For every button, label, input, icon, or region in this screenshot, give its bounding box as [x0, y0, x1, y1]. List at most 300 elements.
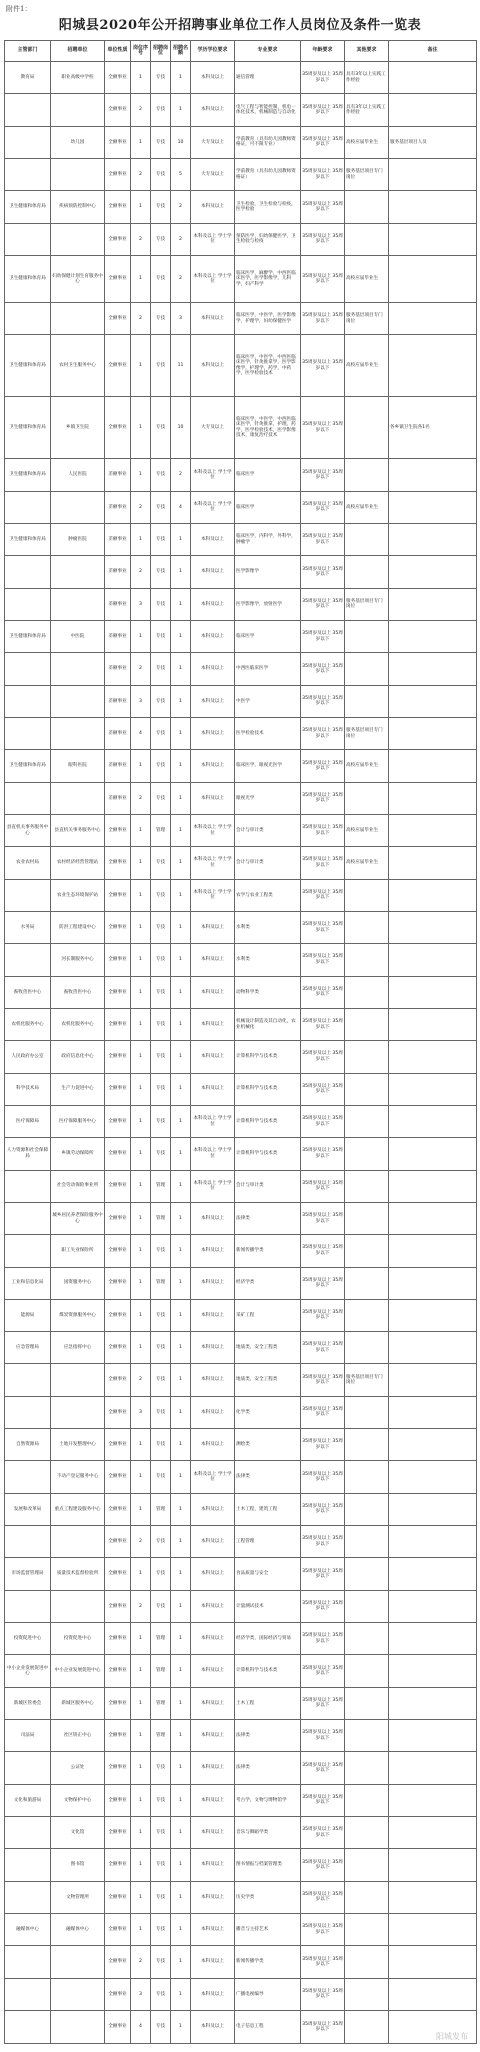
table-cell	[345, 556, 389, 588]
table-cell: 新闻传播学类	[235, 1946, 301, 1978]
table-cell: 应急管理局	[5, 1332, 51, 1364]
table-cell: 专技	[151, 1332, 171, 1364]
table-cell: 1	[131, 1752, 151, 1784]
table-cell: 差额事业	[105, 523, 131, 555]
table-cell: 新城区管委会	[5, 1687, 51, 1719]
table-cell: 全额事业	[105, 1493, 131, 1525]
table-row	[5, 879, 477, 911]
table-cell: 35周岁及以上 35周岁以下	[301, 847, 345, 879]
table-cell	[389, 1623, 477, 1655]
table-cell: 机械设计制造及其自动化，农业机械化	[235, 1008, 301, 1040]
table-cell: 35周岁及以上 35周岁以下	[301, 1720, 345, 1752]
table-cell: 服务基层项目专门岗位	[345, 1364, 389, 1396]
table-cell: 全额事业	[105, 814, 131, 846]
table-cell: 1	[171, 1687, 191, 1719]
table-cell: 专技	[151, 1105, 171, 1137]
table-cell	[5, 879, 51, 911]
table-cell	[389, 1299, 477, 1331]
table-cell: 眼科医院	[51, 750, 105, 782]
table-cell: 全额事业	[105, 944, 131, 976]
table-cell: 乡镇劳动保障所	[51, 1138, 105, 1170]
table-cell	[51, 782, 105, 814]
table-cell	[51, 1364, 105, 1396]
table-cell	[389, 1720, 477, 1752]
watermark: 阳城发布	[436, 2032, 468, 2041]
table-cell	[345, 1752, 389, 1784]
table-cell: 专技	[151, 653, 171, 685]
table-cell: 1	[171, 523, 191, 555]
table-cell: 政府信息化中心	[51, 1041, 105, 1073]
table-row	[5, 1687, 477, 1719]
table-cell: 本科及以上	[191, 717, 235, 749]
table-row	[5, 2011, 477, 2044]
table-cell: 社会劳动保险事业所	[51, 1170, 105, 1202]
table-cell	[389, 459, 477, 491]
table-cell: 35周岁及以上 35周岁以下	[301, 1558, 345, 1590]
table-cell: 1	[171, 1105, 191, 1137]
table-cell	[389, 750, 477, 782]
table-cell: 专技	[151, 750, 171, 782]
table-cell: 播音与主持艺术	[235, 1914, 301, 1946]
table-cell: 本科及以上	[191, 1687, 235, 1719]
table-cell: 35周岁及以上 35周岁以下	[301, 523, 345, 555]
table-cell: 全额事业	[105, 94, 131, 126]
table-row	[5, 750, 477, 782]
table-cell	[389, 491, 477, 523]
table-cell	[51, 717, 105, 749]
table-cell	[345, 1429, 389, 1461]
table-cell	[5, 303, 51, 335]
table-cell: 管理	[151, 1720, 171, 1752]
table-cell: 1	[171, 1817, 191, 1849]
table-cell: 1	[131, 1849, 151, 1881]
table-cell	[389, 1590, 477, 1622]
table-cell: 管理	[151, 1493, 171, 1525]
table-row	[5, 1429, 477, 1461]
table-cell: 服务基层项目专门岗位	[345, 717, 389, 749]
table-cell: 本科及以上	[191, 1720, 235, 1752]
table-cell	[5, 2011, 51, 2044]
table-cell	[345, 1170, 389, 1202]
table-cell: 全额事业	[105, 1170, 131, 1202]
table-cell: 生产力促进中心	[51, 1073, 105, 1105]
table-cell	[389, 1202, 477, 1234]
table-cell	[389, 1849, 477, 1881]
table-cell: 能源局	[5, 1299, 51, 1331]
table-cell	[345, 191, 389, 223]
table-cell	[389, 814, 477, 846]
table-cell	[389, 1817, 477, 1849]
table-cell: 1	[131, 1881, 151, 1913]
table-cell: 法律类	[235, 1720, 301, 1752]
table-cell: 1	[171, 1235, 191, 1267]
table-cell: 本科及以上	[191, 1299, 235, 1331]
table-cell	[5, 1526, 51, 1558]
table-cell	[5, 1396, 51, 1428]
table-cell: 全额事业	[105, 1299, 131, 1331]
table-cell: 35周岁及以上 35周岁以下	[301, 1041, 345, 1073]
table-cell: 土木工程	[235, 1687, 301, 1719]
table-cell: 全额事业	[105, 62, 131, 94]
table-cell: 差额事业	[105, 459, 131, 491]
table-cell: 1	[131, 750, 151, 782]
table-row	[5, 1526, 477, 1558]
table-cell: 本科及以上 学士学位	[191, 1461, 235, 1493]
table-row	[5, 94, 477, 126]
table-row	[5, 1461, 477, 1493]
table-cell: 社区矫正中心	[51, 1720, 105, 1752]
table-row	[5, 1073, 477, 1105]
table-cell	[389, 1558, 477, 1590]
table-cell: 1	[131, 1493, 151, 1525]
table-cell	[345, 1946, 389, 1978]
table-row	[5, 1332, 477, 1364]
column-header: 专业要求	[235, 41, 301, 62]
table-row	[5, 717, 477, 749]
table-cell: 1	[171, 1138, 191, 1170]
table-cell: 1	[171, 94, 191, 126]
table-cell: 学前教育（具有幼儿园教师资格证）	[235, 158, 301, 190]
table-cell	[345, 1687, 389, 1719]
table-cell	[345, 1073, 389, 1105]
table-cell: 专技	[151, 1396, 171, 1428]
table-cell: 2	[131, 223, 151, 255]
table-cell: 本科及以上	[191, 685, 235, 717]
table-cell: 35周岁及以上 35周岁以下	[301, 556, 345, 588]
table-cell: 3	[131, 1978, 151, 2010]
table-cell	[389, 1041, 477, 1073]
table-cell: 1	[171, 1914, 191, 1946]
table-cell	[51, 1526, 105, 1558]
table-cell	[389, 1364, 477, 1396]
table-cell: 35周岁及以上 35周岁以下	[301, 1332, 345, 1364]
table-cell: 1	[171, 1752, 191, 1784]
table-cell: 全额事业	[105, 1687, 131, 1719]
table-cell: 3	[171, 303, 191, 335]
table-cell	[345, 685, 389, 717]
table-cell: 专技	[151, 1041, 171, 1073]
table-cell: 35周岁及以上 35周岁以下	[301, 976, 345, 1008]
table-cell: 专技	[151, 1073, 171, 1105]
table-cell: 农业生态环境保护站	[51, 879, 105, 911]
table-cell	[345, 944, 389, 976]
table-cell: 高校应届毕业生	[345, 847, 389, 879]
table-cell: 1	[171, 2011, 191, 2044]
table-cell: 广播电视编导	[235, 1978, 301, 2010]
table-cell: 工业和信息化局	[5, 1267, 51, 1299]
table-row	[5, 1138, 477, 1170]
table-cell	[345, 1978, 389, 2010]
table-cell	[345, 1138, 389, 1170]
table-cell: 35周岁及以上 35周岁以下	[301, 588, 345, 620]
table-cell: 35周岁及以上 35周岁以下	[301, 223, 345, 255]
table-cell: 公证处	[51, 1752, 105, 1784]
table-cell: 水务局	[5, 911, 51, 943]
table-cell: 重点工程建设服务中心	[51, 1493, 105, 1525]
table-cell: 图书情报与档案管理类	[235, 1849, 301, 1881]
table-cell: 1	[131, 1429, 151, 1461]
table-cell: 专技	[151, 1978, 171, 2010]
table-cell: 1	[131, 1008, 151, 1040]
table-cell	[389, 1655, 477, 1687]
table-row	[5, 588, 477, 620]
table-cell: 35周岁及以上 35周岁以下	[301, 62, 345, 94]
table-cell: 管理	[151, 1170, 171, 1202]
table-cell	[345, 459, 389, 491]
table-cell	[345, 1720, 389, 1752]
table-cell: 文化和旅游局	[5, 1784, 51, 1816]
table-cell: 差额事业	[105, 620, 131, 652]
table-row	[5, 1235, 477, 1267]
table-row	[5, 1202, 477, 1234]
table-cell: 计算机科学与技术类	[235, 1138, 301, 1170]
table-cell: 1	[131, 1914, 151, 1946]
table-cell: 专技	[151, 556, 171, 588]
table-cell: 1	[171, 1849, 191, 1881]
table-cell	[389, 944, 477, 976]
table-row	[5, 782, 477, 814]
table-cell: 本科及以上	[191, 335, 235, 397]
table-cell: 本科及以上	[191, 191, 235, 223]
table-cell: 本科及以上	[191, 1429, 235, 1461]
table-cell: 35周岁及以上 35周岁以下	[301, 653, 345, 685]
column-header: 备注	[389, 41, 477, 62]
table-cell: 农学与农业工程类	[235, 879, 301, 911]
table-cell: 本科及以上	[191, 1655, 235, 1687]
table-cell	[389, 191, 477, 223]
table-cell: 人民医院	[51, 459, 105, 491]
table-cell: 本科及以上	[191, 2011, 235, 2044]
table-cell	[5, 126, 51, 158]
table-cell: 4	[131, 2011, 151, 2044]
table-cell	[389, 556, 477, 588]
table-cell: 35周岁及以上 35周岁以下	[301, 620, 345, 652]
table-cell: 本科及以上	[191, 1590, 235, 1622]
table-cell	[389, 782, 477, 814]
table-cell: 全额事业	[105, 335, 131, 397]
table-cell: 35周岁及以上 35周岁以下	[301, 1590, 345, 1622]
table-cell: 全额事业	[105, 1008, 131, 1040]
table-cell: 1	[131, 847, 151, 879]
table-cell: 1	[131, 1817, 151, 1849]
table-cell: 全额事业	[105, 158, 131, 190]
table-cell: 1	[131, 1073, 151, 1105]
column-header: 单位性质	[105, 41, 131, 62]
table-cell: 专技	[151, 1235, 171, 1267]
table-cell: 本科及以上	[191, 1235, 235, 1267]
table-cell	[389, 685, 477, 717]
table-cell: 食品质量与安全	[235, 1558, 301, 1590]
table-cell: 专技	[151, 2011, 171, 2044]
table-cell: 35周岁及以上 35周岁以下	[301, 1461, 345, 1493]
table-cell: 本科及以上	[191, 944, 235, 976]
table-row	[5, 1590, 477, 1622]
table-cell: 应急指挥中心	[51, 1332, 105, 1364]
table-cell: 本科及以上	[191, 523, 235, 555]
column-header: 学历学位要求	[191, 41, 235, 62]
table-row	[5, 1008, 477, 1040]
table-cell: 融媒体中心	[51, 1914, 105, 1946]
table-cell	[51, 588, 105, 620]
table-cell: 1	[131, 1041, 151, 1073]
table-cell: 专技	[151, 62, 171, 94]
table-cell	[51, 491, 105, 523]
table-cell: 1	[171, 620, 191, 652]
table-cell	[345, 1235, 389, 1267]
table-cell: 职工失业保险所	[51, 1235, 105, 1267]
table-cell: 专技	[151, 303, 171, 335]
table-cell: 2	[131, 1590, 151, 1622]
table-cell: 专技	[151, 1590, 171, 1622]
table-cell: 农业农村局	[5, 847, 51, 879]
table-cell: 1	[171, 1396, 191, 1428]
table-row	[5, 491, 477, 523]
table-cell: 35周岁及以上 35周岁以下	[301, 397, 345, 459]
page-title: 阳城县2020年公开招聘事业单位工作人员岗位及条件一览表	[58, 18, 422, 33]
table-cell: 幼儿园	[51, 126, 105, 158]
table-cell: 城乡居民养老保险服务中心	[51, 1202, 105, 1234]
table-cell: 1	[131, 126, 151, 158]
table-cell	[345, 1332, 389, 1364]
table-cell: 专技	[151, 94, 171, 126]
table-cell	[389, 1170, 477, 1202]
table-cell: 县直机关事务服务中心	[5, 814, 51, 846]
table-cell: 全额事业	[105, 911, 131, 943]
table-cell: 全额事业	[105, 1429, 131, 1461]
table-cell: 2	[171, 191, 191, 223]
table-cell: 农机化服务中心	[5, 1008, 51, 1040]
table-cell: 高校应届毕业生	[345, 491, 389, 523]
table-cell	[5, 223, 51, 255]
table-row	[5, 847, 477, 879]
table-cell: 1	[131, 1138, 151, 1170]
table-cell: 会计与审计类	[235, 847, 301, 879]
table-cell: 专技	[151, 491, 171, 523]
table-cell: 35周岁及以上 35周岁以下	[301, 782, 345, 814]
table-cell: 本科及以上 学士学位	[191, 1105, 235, 1137]
table-cell: 管理	[151, 1267, 171, 1299]
table-cell: 全额事业	[105, 879, 131, 911]
table-cell	[389, 94, 477, 126]
table-cell: 35周岁及以上 35周岁以下	[301, 1235, 345, 1267]
table-cell: 全额事业	[105, 1817, 131, 1849]
table-cell: 本科及以上	[191, 1946, 235, 1978]
table-cell: 经济学类，国际经济与贸易	[235, 1623, 301, 1655]
table-cell: 1	[171, 1558, 191, 1590]
table-cell: 专技	[151, 1946, 171, 1978]
table-cell	[5, 1849, 51, 1881]
table-cell	[51, 556, 105, 588]
table-cell: 临床医学，麻醉学，中西医临床医学，医学影像学，儿科学，妇产科学	[235, 255, 301, 302]
table-cell: 高校应届毕业生	[345, 126, 389, 158]
table-cell: 通信管理	[235, 62, 301, 94]
table-cell: 本科及以上	[191, 1849, 235, 1881]
table-cell: 35周岁及以上 35周岁以下	[301, 750, 345, 782]
table-cell: 专技	[151, 588, 171, 620]
table-cell: 临床医学	[235, 459, 301, 491]
table-cell	[389, 976, 477, 1008]
table-cell	[5, 1590, 51, 1622]
table-cell: 卫生健康和体育局	[5, 750, 51, 782]
table-cell	[5, 1946, 51, 1978]
table-cell: 11	[171, 335, 191, 397]
table-cell: 全额事业	[105, 847, 131, 879]
table-cell	[345, 1655, 389, 1687]
table-cell: 35周岁及以上 35周岁以下	[301, 303, 345, 335]
table-cell	[345, 1493, 389, 1525]
table-cell: 4	[131, 717, 151, 749]
table-cell	[389, 303, 477, 335]
table-cell: 35周岁及以上 35周岁以下	[301, 944, 345, 976]
table-cell: 本科及以上 学士学位	[191, 879, 235, 911]
column-header: 招聘单位	[51, 41, 105, 62]
table-cell	[345, 911, 389, 943]
job-position-table	[4, 40, 477, 2044]
table-cell	[389, 1687, 477, 1719]
table-cell: 35周岁及以上 35周岁以下	[301, 685, 345, 717]
table-cell: 1	[171, 1946, 191, 1978]
table-cell	[389, 335, 477, 397]
table-cell: 1	[171, 1526, 191, 1558]
table-cell	[51, 653, 105, 685]
table-cell: 专技	[151, 1299, 171, 1331]
table-cell: 本科及以上	[191, 1978, 235, 2010]
table-cell: 2	[131, 556, 151, 588]
table-cell: 1	[171, 1461, 191, 1493]
table-cell: 计算机科学与技术类	[235, 1073, 301, 1105]
table-cell: 土木工程，建筑工程	[235, 1493, 301, 1525]
table-cell	[389, 911, 477, 943]
table-cell: 2	[131, 1364, 151, 1396]
column-header: 招聘岗位	[151, 41, 171, 62]
table-cell: 全额事业	[105, 397, 131, 459]
table-cell: 自然资源局	[5, 1429, 51, 1461]
table-cell	[345, 1526, 389, 1558]
table-cell: 1	[131, 62, 151, 94]
table-cell: 差额事业	[105, 750, 131, 782]
table-cell: 全额事业	[105, 1752, 131, 1784]
table-cell: 医疗保障局	[5, 1105, 51, 1137]
table-cell: 水利类	[235, 911, 301, 943]
table-cell: 计算机科学与技术类	[235, 1041, 301, 1073]
table-cell: 临床医学	[235, 620, 301, 652]
table-cell: 计算机科学与技术类	[235, 1105, 301, 1137]
table-cell: 计算机科学与技术类	[235, 1655, 301, 1687]
table-cell: 专技	[151, 1784, 171, 1816]
table-cell: 35周岁及以上 35周岁以下	[301, 1364, 345, 1396]
table-cell: 1	[131, 1655, 151, 1687]
table-cell: 本科及以上	[191, 1784, 235, 1816]
table-cell: 35周岁及以上 35周岁以下	[301, 1138, 345, 1170]
table-cell	[345, 976, 389, 1008]
table-cell: 全额事业	[105, 1784, 131, 1816]
table-cell: 专技	[151, 879, 171, 911]
table-cell: 本科及以上 学士学位	[191, 847, 235, 879]
table-cell: 水利类	[235, 944, 301, 976]
table-cell: 本科及以上	[191, 976, 235, 1008]
table-cell: 全额事业	[105, 1105, 131, 1137]
table-cell	[345, 2011, 389, 2044]
table-cell: 本科及以上	[191, 556, 235, 588]
table-cell	[345, 782, 389, 814]
table-cell: 35周岁及以上 35周岁以下	[301, 1946, 345, 1978]
table-cell	[51, 1590, 105, 1622]
table-cell: 卫生健康和体育局	[5, 523, 51, 555]
table-row	[5, 814, 477, 846]
table-cell: 全额事业	[105, 1364, 131, 1396]
table-cell: 临床医学，内科学，外科学，肿瘤学	[235, 523, 301, 555]
table-cell: 1	[171, 653, 191, 685]
